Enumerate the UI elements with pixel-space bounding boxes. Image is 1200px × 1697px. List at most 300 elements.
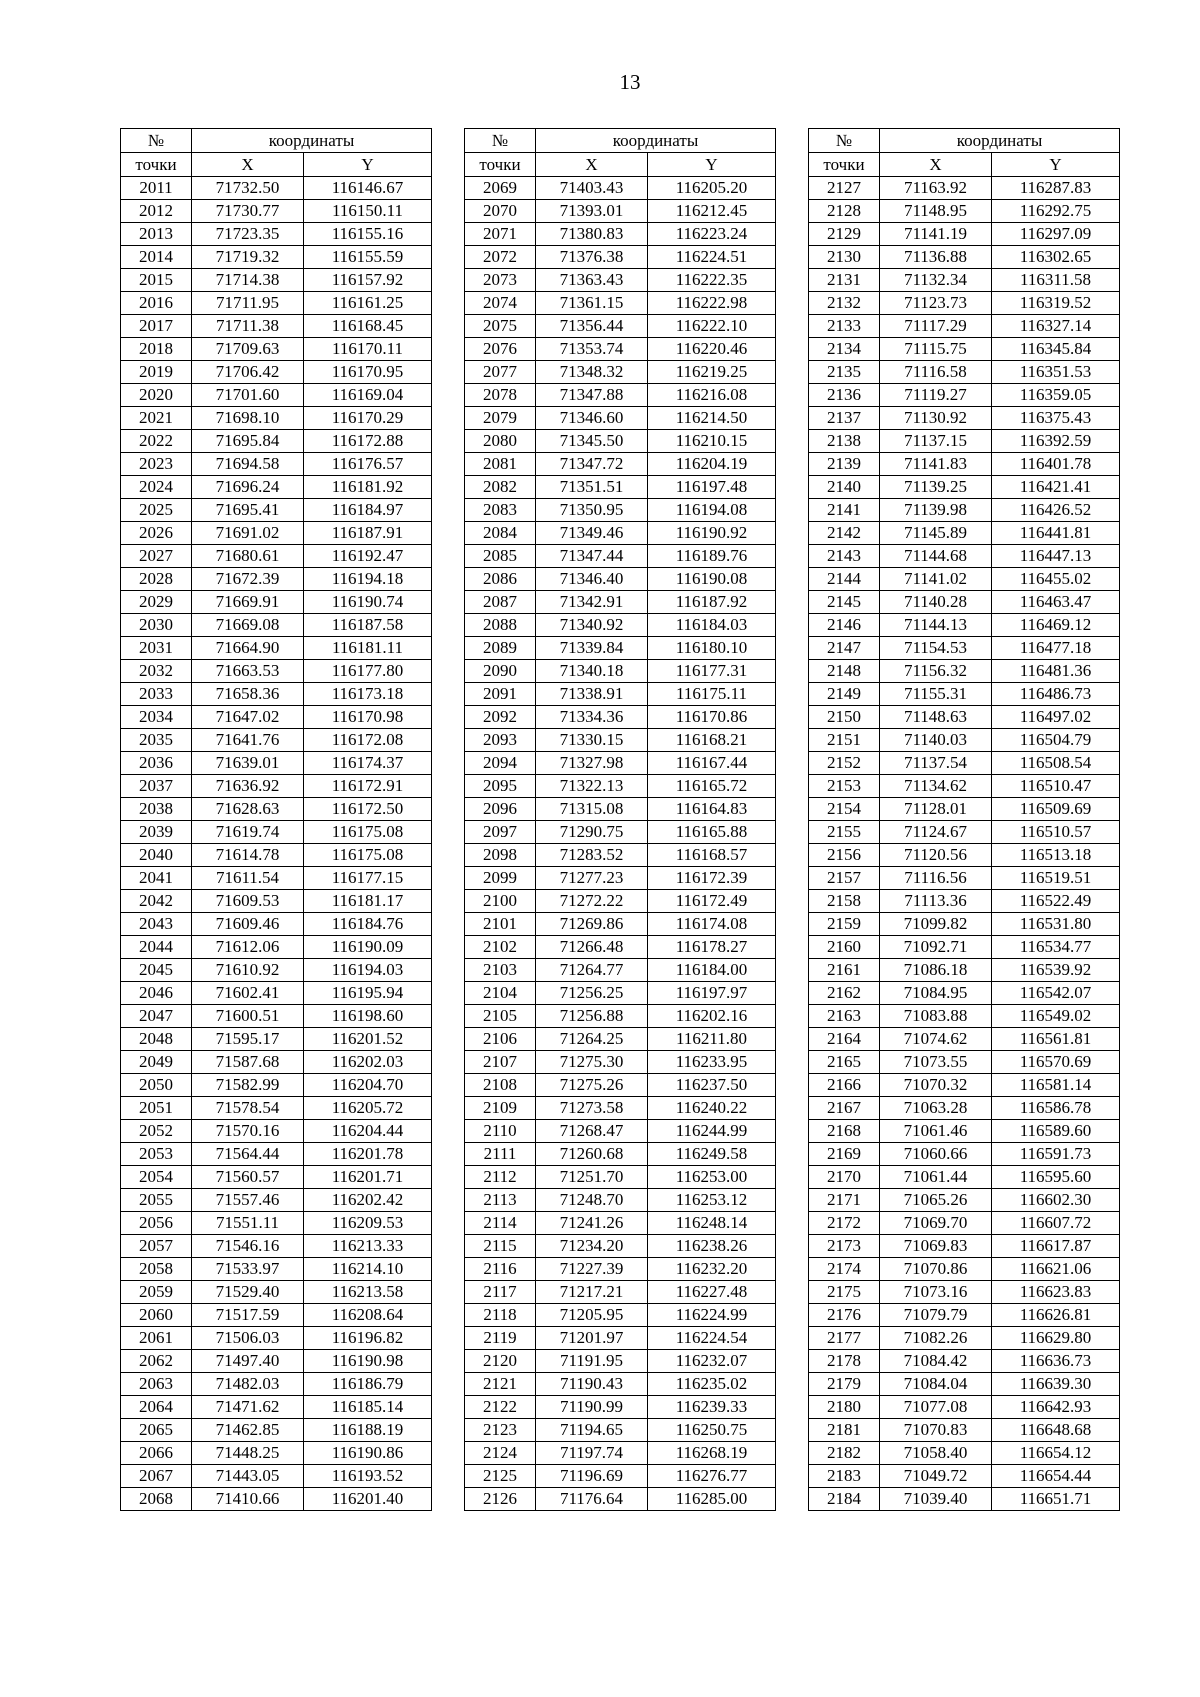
y-coordinate-cell: 116202.16 bbox=[648, 1005, 776, 1028]
point-number-cell: 2095 bbox=[465, 775, 536, 798]
table-row bbox=[121, 706, 432, 729]
y-coordinate-cell: 116172.08 bbox=[304, 729, 432, 752]
point-number-cell: 2159 bbox=[809, 913, 880, 936]
x-coordinate-cell: 71557.46 bbox=[192, 1189, 304, 1212]
x-coordinate-cell: 71647.02 bbox=[192, 706, 304, 729]
table-row bbox=[809, 798, 1120, 821]
x-coordinate-cell: 71156.32 bbox=[880, 660, 992, 683]
y-coordinate-cell: 116238.26 bbox=[648, 1235, 776, 1258]
x-coordinate-cell: 71564.44 bbox=[192, 1143, 304, 1166]
y-coordinate-cell: 116180.10 bbox=[648, 637, 776, 660]
point-number-cell: 2104 bbox=[465, 982, 536, 1005]
table-row bbox=[809, 752, 1120, 775]
x-coordinate-cell: 71191.95 bbox=[536, 1350, 648, 1373]
y-coordinate-cell: 116607.72 bbox=[992, 1212, 1120, 1235]
y-coordinate-cell: 116204.44 bbox=[304, 1120, 432, 1143]
y-coordinate-cell: 116201.52 bbox=[304, 1028, 432, 1051]
x-coordinate-cell: 71144.68 bbox=[880, 545, 992, 568]
y-coordinate-cell: 116190.09 bbox=[304, 936, 432, 959]
table-row bbox=[465, 1442, 776, 1465]
point-number-cell: 2122 bbox=[465, 1396, 536, 1419]
point-number-cell: 2081 bbox=[465, 453, 536, 476]
table-row bbox=[465, 1258, 776, 1281]
y-coordinate-cell: 116190.86 bbox=[304, 1442, 432, 1465]
table-row bbox=[121, 1281, 432, 1304]
y-coordinate-cell: 116190.74 bbox=[304, 591, 432, 614]
point-number-cell: 2087 bbox=[465, 591, 536, 614]
point-number-cell: 2044 bbox=[121, 936, 192, 959]
y-coordinate-cell: 116165.72 bbox=[648, 775, 776, 798]
table-row bbox=[465, 867, 776, 890]
table-row bbox=[809, 1189, 1120, 1212]
x-coordinate-cell: 71039.40 bbox=[880, 1488, 992, 1511]
y-coordinate-cell: 116173.18 bbox=[304, 683, 432, 706]
y-coordinate-cell: 116194.08 bbox=[648, 499, 776, 522]
y-coordinate-cell: 116602.30 bbox=[992, 1189, 1120, 1212]
table-row bbox=[465, 775, 776, 798]
point-number-cell: 2036 bbox=[121, 752, 192, 775]
table-row bbox=[809, 1419, 1120, 1442]
table-row bbox=[809, 430, 1120, 453]
x-coordinate-cell: 71695.41 bbox=[192, 499, 304, 522]
y-coordinate-cell: 116196.82 bbox=[304, 1327, 432, 1350]
point-number-cell: 2047 bbox=[121, 1005, 192, 1028]
point-number-cell: 2139 bbox=[809, 453, 880, 476]
x-coordinate-cell: 71315.08 bbox=[536, 798, 648, 821]
point-number-cell: 2114 bbox=[465, 1212, 536, 1235]
table-row bbox=[465, 407, 776, 430]
y-coordinate-cell: 116189.76 bbox=[648, 545, 776, 568]
table-row bbox=[121, 177, 432, 200]
y-coordinate-cell: 116447.13 bbox=[992, 545, 1120, 568]
table-row bbox=[121, 292, 432, 315]
y-coordinate-cell: 116184.00 bbox=[648, 959, 776, 982]
x-coordinate-cell: 71546.16 bbox=[192, 1235, 304, 1258]
x-coordinate-cell: 71073.55 bbox=[880, 1051, 992, 1074]
x-coordinate-cell: 71403.43 bbox=[536, 177, 648, 200]
point-number-cell: 2108 bbox=[465, 1074, 536, 1097]
y-coordinate-cell: 116248.14 bbox=[648, 1212, 776, 1235]
table-row bbox=[465, 315, 776, 338]
point-number-cell: 2115 bbox=[465, 1235, 536, 1258]
y-coordinate-cell: 116176.57 bbox=[304, 453, 432, 476]
x-coordinate-cell: 71330.15 bbox=[536, 729, 648, 752]
x-coordinate-cell: 71732.50 bbox=[192, 177, 304, 200]
x-coordinate-cell: 71273.58 bbox=[536, 1097, 648, 1120]
x-coordinate-cell: 71194.65 bbox=[536, 1419, 648, 1442]
table-row bbox=[121, 568, 432, 591]
x-coordinate-cell: 71587.68 bbox=[192, 1051, 304, 1074]
point-number-cell: 2134 bbox=[809, 338, 880, 361]
x-coordinate-cell: 71560.57 bbox=[192, 1166, 304, 1189]
point-number-cell: 2019 bbox=[121, 361, 192, 384]
header-x: X bbox=[192, 153, 304, 177]
x-coordinate-cell: 71264.25 bbox=[536, 1028, 648, 1051]
x-coordinate-cell: 71141.02 bbox=[880, 568, 992, 591]
x-coordinate-cell: 71277.23 bbox=[536, 867, 648, 890]
x-coordinate-cell: 71190.99 bbox=[536, 1396, 648, 1419]
x-coordinate-cell: 71696.24 bbox=[192, 476, 304, 499]
y-coordinate-cell: 116232.07 bbox=[648, 1350, 776, 1373]
table-row bbox=[465, 292, 776, 315]
y-coordinate-cell: 116174.08 bbox=[648, 913, 776, 936]
y-coordinate-cell: 116170.86 bbox=[648, 706, 776, 729]
header-x: X bbox=[880, 153, 992, 177]
table-row bbox=[121, 1396, 432, 1419]
y-coordinate-cell: 116654.12 bbox=[992, 1442, 1120, 1465]
table-row bbox=[121, 200, 432, 223]
y-coordinate-cell: 116441.81 bbox=[992, 522, 1120, 545]
table-row bbox=[465, 982, 776, 1005]
y-coordinate-cell: 116205.72 bbox=[304, 1097, 432, 1120]
x-coordinate-cell: 71116.56 bbox=[880, 867, 992, 890]
point-number-cell: 2119 bbox=[465, 1327, 536, 1350]
y-coordinate-cell: 116235.02 bbox=[648, 1373, 776, 1396]
page-number: 13 bbox=[619, 70, 641, 94]
table-row bbox=[121, 1212, 432, 1235]
point-number-cell: 2136 bbox=[809, 384, 880, 407]
point-number-cell: 2179 bbox=[809, 1373, 880, 1396]
y-coordinate-cell: 116168.45 bbox=[304, 315, 432, 338]
y-coordinate-cell: 116591.73 bbox=[992, 1143, 1120, 1166]
x-coordinate-cell: 71116.58 bbox=[880, 361, 992, 384]
x-coordinate-cell: 71061.44 bbox=[880, 1166, 992, 1189]
y-coordinate-cell: 116222.35 bbox=[648, 269, 776, 292]
x-coordinate-cell: 71619.74 bbox=[192, 821, 304, 844]
header-x: X bbox=[536, 153, 648, 177]
point-number-cell: 2012 bbox=[121, 200, 192, 223]
x-coordinate-cell: 71582.99 bbox=[192, 1074, 304, 1097]
x-coordinate-cell: 71342.91 bbox=[536, 591, 648, 614]
point-number-cell: 2063 bbox=[121, 1373, 192, 1396]
table-row bbox=[809, 660, 1120, 683]
x-coordinate-cell: 71141.83 bbox=[880, 453, 992, 476]
y-coordinate-cell: 116359.05 bbox=[992, 384, 1120, 407]
point-number-cell: 2113 bbox=[465, 1189, 536, 1212]
y-coordinate-cell: 116177.80 bbox=[304, 660, 432, 683]
point-number-cell: 2027 bbox=[121, 545, 192, 568]
table-row bbox=[809, 223, 1120, 246]
y-coordinate-cell: 116237.50 bbox=[648, 1074, 776, 1097]
x-coordinate-cell: 71338.91 bbox=[536, 683, 648, 706]
x-coordinate-cell: 71641.76 bbox=[192, 729, 304, 752]
point-number-cell: 2088 bbox=[465, 614, 536, 637]
table-row bbox=[121, 913, 432, 936]
x-coordinate-cell: 71139.98 bbox=[880, 499, 992, 522]
table-row bbox=[809, 591, 1120, 614]
y-coordinate-cell: 116164.83 bbox=[648, 798, 776, 821]
table-row bbox=[121, 1143, 432, 1166]
table-row bbox=[809, 453, 1120, 476]
x-coordinate-cell: 71711.38 bbox=[192, 315, 304, 338]
y-coordinate-cell: 116216.08 bbox=[648, 384, 776, 407]
x-coordinate-cell: 71260.68 bbox=[536, 1143, 648, 1166]
point-number-cell: 2153 bbox=[809, 775, 880, 798]
x-coordinate-cell: 71346.40 bbox=[536, 568, 648, 591]
table-row bbox=[465, 936, 776, 959]
point-number-cell: 2124 bbox=[465, 1442, 536, 1465]
table-row bbox=[121, 1166, 432, 1189]
point-number-cell: 2175 bbox=[809, 1281, 880, 1304]
x-coordinate-cell: 71636.92 bbox=[192, 775, 304, 798]
point-number-cell: 2112 bbox=[465, 1166, 536, 1189]
y-coordinate-cell: 116302.65 bbox=[992, 246, 1120, 269]
x-coordinate-cell: 71141.19 bbox=[880, 223, 992, 246]
table-row bbox=[121, 430, 432, 453]
x-coordinate-cell: 71070.83 bbox=[880, 1419, 992, 1442]
point-number-cell: 2079 bbox=[465, 407, 536, 430]
table-row bbox=[809, 568, 1120, 591]
y-coordinate-cell: 116172.50 bbox=[304, 798, 432, 821]
table-row bbox=[809, 821, 1120, 844]
table-row bbox=[465, 1465, 776, 1488]
table-row bbox=[809, 1235, 1120, 1258]
table-row bbox=[121, 890, 432, 913]
table-row bbox=[121, 660, 432, 683]
y-coordinate-cell: 116401.78 bbox=[992, 453, 1120, 476]
table-row bbox=[809, 1120, 1120, 1143]
x-coordinate-cell: 71234.20 bbox=[536, 1235, 648, 1258]
table-row bbox=[465, 568, 776, 591]
x-coordinate-cell: 71701.60 bbox=[192, 384, 304, 407]
y-coordinate-cell: 116531.80 bbox=[992, 913, 1120, 936]
y-coordinate-cell: 116213.33 bbox=[304, 1235, 432, 1258]
table-row bbox=[465, 1028, 776, 1051]
x-coordinate-cell: 71714.38 bbox=[192, 269, 304, 292]
point-number-cell: 2150 bbox=[809, 706, 880, 729]
point-number-cell: 2042 bbox=[121, 890, 192, 913]
y-coordinate-cell: 116561.81 bbox=[992, 1028, 1120, 1051]
table-row bbox=[121, 476, 432, 499]
x-coordinate-cell: 71137.54 bbox=[880, 752, 992, 775]
x-coordinate-cell: 71163.92 bbox=[880, 177, 992, 200]
x-coordinate-cell: 71069.83 bbox=[880, 1235, 992, 1258]
x-coordinate-cell: 71669.91 bbox=[192, 591, 304, 614]
point-number-cell: 2117 bbox=[465, 1281, 536, 1304]
y-coordinate-cell: 116181.92 bbox=[304, 476, 432, 499]
table-row bbox=[121, 1120, 432, 1143]
table-row bbox=[465, 1327, 776, 1350]
point-number-cell: 2169 bbox=[809, 1143, 880, 1166]
y-coordinate-cell: 116186.79 bbox=[304, 1373, 432, 1396]
point-number-cell: 2100 bbox=[465, 890, 536, 913]
table-row bbox=[121, 407, 432, 430]
point-number-cell: 2176 bbox=[809, 1304, 880, 1327]
point-number-cell: 2034 bbox=[121, 706, 192, 729]
point-number-cell: 2090 bbox=[465, 660, 536, 683]
x-coordinate-cell: 71241.26 bbox=[536, 1212, 648, 1235]
y-coordinate-cell: 116167.44 bbox=[648, 752, 776, 775]
table-row bbox=[121, 959, 432, 982]
table-row bbox=[121, 775, 432, 798]
y-coordinate-cell: 116549.02 bbox=[992, 1005, 1120, 1028]
x-coordinate-cell: 71266.48 bbox=[536, 936, 648, 959]
x-coordinate-cell: 71353.74 bbox=[536, 338, 648, 361]
table-row bbox=[121, 798, 432, 821]
y-coordinate-cell: 116623.83 bbox=[992, 1281, 1120, 1304]
x-coordinate-cell: 71063.28 bbox=[880, 1097, 992, 1120]
x-coordinate-cell: 71113.36 bbox=[880, 890, 992, 913]
table-row bbox=[809, 476, 1120, 499]
table-row bbox=[465, 959, 776, 982]
y-coordinate-cell: 116345.84 bbox=[992, 338, 1120, 361]
table-row bbox=[121, 752, 432, 775]
table-row bbox=[121, 591, 432, 614]
table-row bbox=[809, 1396, 1120, 1419]
y-coordinate-cell: 116233.95 bbox=[648, 1051, 776, 1074]
point-number-cell: 2043 bbox=[121, 913, 192, 936]
point-number-cell: 2084 bbox=[465, 522, 536, 545]
x-coordinate-cell: 71217.21 bbox=[536, 1281, 648, 1304]
x-coordinate-cell: 71347.44 bbox=[536, 545, 648, 568]
point-number-cell: 2164 bbox=[809, 1028, 880, 1051]
y-coordinate-cell: 116193.52 bbox=[304, 1465, 432, 1488]
table-row bbox=[809, 246, 1120, 269]
table-row bbox=[465, 637, 776, 660]
table-row bbox=[809, 913, 1120, 936]
table-row bbox=[809, 1350, 1120, 1373]
x-coordinate-cell: 71248.70 bbox=[536, 1189, 648, 1212]
x-coordinate-cell: 71339.84 bbox=[536, 637, 648, 660]
point-number-cell: 2041 bbox=[121, 867, 192, 890]
y-coordinate-cell: 116239.33 bbox=[648, 1396, 776, 1419]
point-number-cell: 2137 bbox=[809, 407, 880, 430]
table-row bbox=[465, 384, 776, 407]
x-coordinate-cell: 71070.86 bbox=[880, 1258, 992, 1281]
table-row bbox=[465, 246, 776, 269]
y-coordinate-cell: 116185.14 bbox=[304, 1396, 432, 1419]
x-coordinate-cell: 71256.88 bbox=[536, 1005, 648, 1028]
table-row bbox=[121, 1373, 432, 1396]
table-row bbox=[121, 637, 432, 660]
x-coordinate-cell: 71664.90 bbox=[192, 637, 304, 660]
table-row bbox=[465, 1350, 776, 1373]
point-number-cell: 2151 bbox=[809, 729, 880, 752]
table-row bbox=[121, 453, 432, 476]
y-coordinate-cell: 116197.97 bbox=[648, 982, 776, 1005]
point-number-cell: 2154 bbox=[809, 798, 880, 821]
x-coordinate-cell: 71269.86 bbox=[536, 913, 648, 936]
x-coordinate-cell: 71196.69 bbox=[536, 1465, 648, 1488]
table-row bbox=[121, 1074, 432, 1097]
point-number-cell: 2123 bbox=[465, 1419, 536, 1442]
y-coordinate-cell: 116426.52 bbox=[992, 499, 1120, 522]
x-coordinate-cell: 71347.88 bbox=[536, 384, 648, 407]
y-coordinate-cell: 116222.98 bbox=[648, 292, 776, 315]
table-row bbox=[809, 775, 1120, 798]
x-coordinate-cell: 71340.18 bbox=[536, 660, 648, 683]
point-number-cell: 2096 bbox=[465, 798, 536, 821]
x-coordinate-cell: 71099.82 bbox=[880, 913, 992, 936]
point-number-cell: 2138 bbox=[809, 430, 880, 453]
table-row bbox=[465, 1212, 776, 1235]
table-row bbox=[465, 683, 776, 706]
x-coordinate-cell: 71334.36 bbox=[536, 706, 648, 729]
y-coordinate-cell: 116351.53 bbox=[992, 361, 1120, 384]
table-row bbox=[465, 1166, 776, 1189]
header-num-top: № bbox=[121, 129, 192, 153]
y-coordinate-cell: 116421.41 bbox=[992, 476, 1120, 499]
point-number-cell: 2143 bbox=[809, 545, 880, 568]
y-coordinate-cell: 116570.69 bbox=[992, 1051, 1120, 1074]
x-coordinate-cell: 71723.35 bbox=[192, 223, 304, 246]
x-coordinate-cell: 71348.32 bbox=[536, 361, 648, 384]
x-coordinate-cell: 71730.77 bbox=[192, 200, 304, 223]
point-number-cell: 2067 bbox=[121, 1465, 192, 1488]
coordinates-table-1 bbox=[120, 128, 432, 1511]
x-coordinate-cell: 71148.95 bbox=[880, 200, 992, 223]
y-coordinate-cell: 116172.88 bbox=[304, 430, 432, 453]
point-number-cell: 2091 bbox=[465, 683, 536, 706]
point-number-cell: 2126 bbox=[465, 1488, 536, 1511]
point-number-cell: 2120 bbox=[465, 1350, 536, 1373]
table-row bbox=[465, 499, 776, 522]
y-coordinate-cell: 116513.18 bbox=[992, 844, 1120, 867]
point-number-cell: 2068 bbox=[121, 1488, 192, 1511]
x-coordinate-cell: 71628.63 bbox=[192, 798, 304, 821]
table-row bbox=[121, 499, 432, 522]
x-coordinate-cell: 71119.27 bbox=[880, 384, 992, 407]
point-number-cell: 2183 bbox=[809, 1465, 880, 1488]
x-coordinate-cell: 71077.08 bbox=[880, 1396, 992, 1419]
table-row bbox=[121, 1028, 432, 1051]
x-coordinate-cell: 71347.72 bbox=[536, 453, 648, 476]
table-row bbox=[121, 1442, 432, 1465]
point-number-cell: 2166 bbox=[809, 1074, 880, 1097]
y-coordinate-cell: 116195.94 bbox=[304, 982, 432, 1005]
table-row bbox=[465, 752, 776, 775]
y-coordinate-cell: 116170.95 bbox=[304, 361, 432, 384]
table-row bbox=[465, 476, 776, 499]
point-number-cell: 2110 bbox=[465, 1120, 536, 1143]
point-number-cell: 2020 bbox=[121, 384, 192, 407]
point-number-cell: 2167 bbox=[809, 1097, 880, 1120]
x-coordinate-cell: 71448.25 bbox=[192, 1442, 304, 1465]
point-number-cell: 2145 bbox=[809, 591, 880, 614]
table-row bbox=[121, 384, 432, 407]
point-number-cell: 2077 bbox=[465, 361, 536, 384]
header-y: Y bbox=[992, 153, 1120, 177]
table-row bbox=[809, 177, 1120, 200]
point-number-cell: 2105 bbox=[465, 1005, 536, 1028]
y-coordinate-cell: 116227.48 bbox=[648, 1281, 776, 1304]
y-coordinate-cell: 116214.10 bbox=[304, 1258, 432, 1281]
y-coordinate-cell: 116170.29 bbox=[304, 407, 432, 430]
y-coordinate-cell: 116211.80 bbox=[648, 1028, 776, 1051]
point-number-cell: 2160 bbox=[809, 936, 880, 959]
table-row bbox=[121, 1097, 432, 1120]
table-row bbox=[121, 1350, 432, 1373]
y-coordinate-cell: 116311.58 bbox=[992, 269, 1120, 292]
y-coordinate-cell: 116486.73 bbox=[992, 683, 1120, 706]
table-row bbox=[121, 269, 432, 292]
table-row bbox=[465, 177, 776, 200]
y-coordinate-cell: 116175.08 bbox=[304, 821, 432, 844]
x-coordinate-cell: 71361.15 bbox=[536, 292, 648, 315]
y-coordinate-cell: 116188.19 bbox=[304, 1419, 432, 1442]
point-number-cell: 2049 bbox=[121, 1051, 192, 1074]
point-number-cell: 2092 bbox=[465, 706, 536, 729]
x-coordinate-cell: 71706.42 bbox=[192, 361, 304, 384]
point-number-cell: 2132 bbox=[809, 292, 880, 315]
point-number-cell: 2102 bbox=[465, 936, 536, 959]
point-number-cell: 2039 bbox=[121, 821, 192, 844]
point-number-cell: 2052 bbox=[121, 1120, 192, 1143]
table-row bbox=[465, 1373, 776, 1396]
y-coordinate-cell: 116319.52 bbox=[992, 292, 1120, 315]
point-number-cell: 2147 bbox=[809, 637, 880, 660]
table-row bbox=[465, 1419, 776, 1442]
